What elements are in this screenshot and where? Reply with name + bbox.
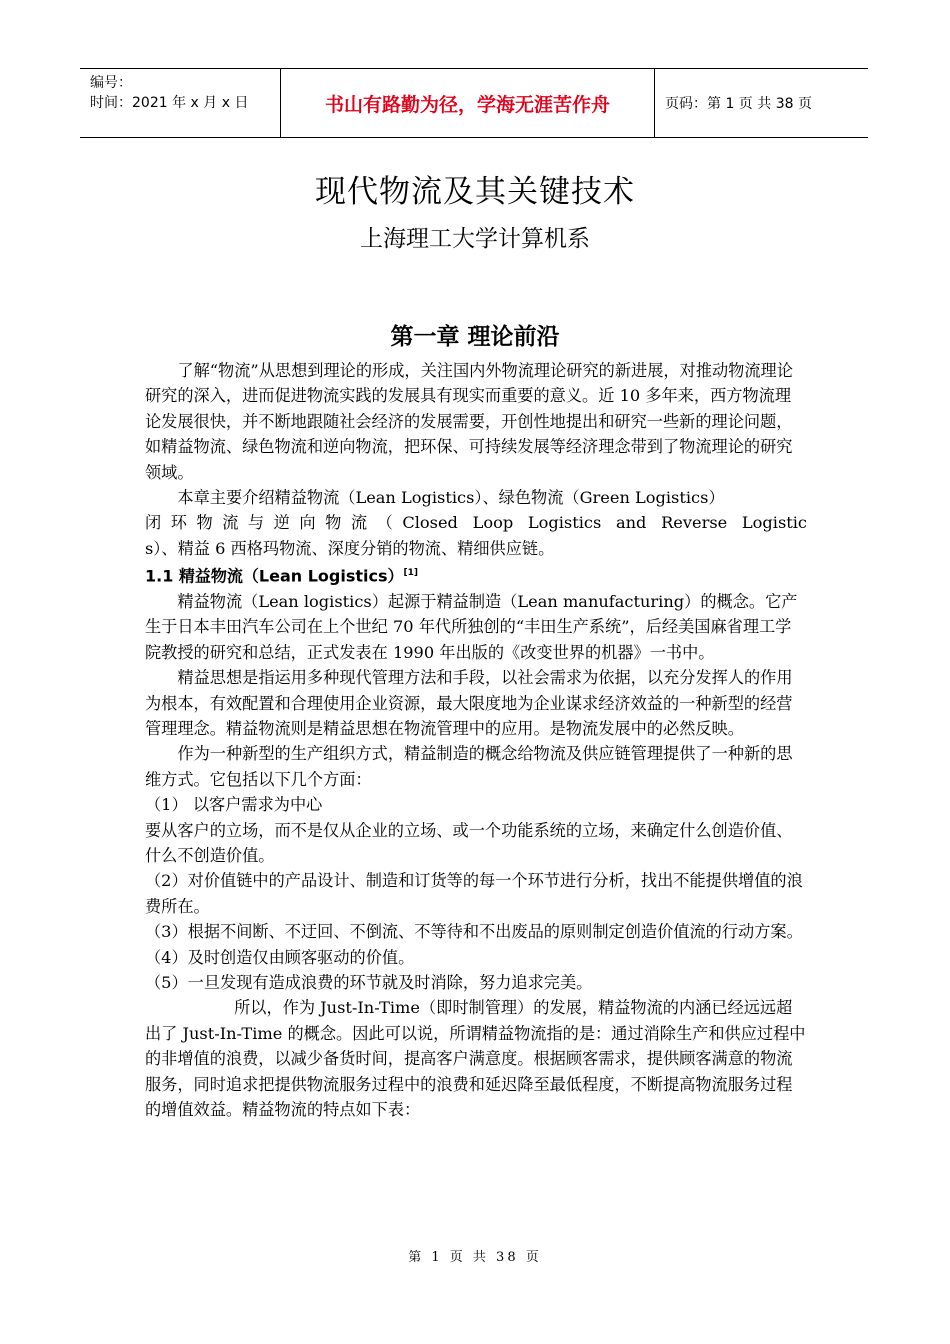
paragraph-5: 作为一种新型的生产组织方式，精益制造的概念给物流及供应链管理提供了一种新的思维方式。它包括以下几个方面： [145,744,793,789]
paragraph-2-line-3: s）、精益 6 西格玛物流、深度分销的物流、精细供应链。 [145,538,555,558]
document-subtitle: 上海理工大学计算机系 [360,226,590,252]
header-table [80,68,868,138]
list-item-2: （2）对价值链中的产品设计、制造和订货等的每一个环节进行分析，找出不能提供增值的浪费所在。 [145,871,803,916]
list-item-5: （5）一旦发现有造成浪费的环节就及时消除，努力追求完美。 [145,973,593,993]
number-label: 编号： [90,75,132,91]
document-title: 现代物流及其关键技术 [315,174,635,210]
time-label: 时间：2021 年 x 月 x 日 [90,95,249,111]
chapter-heading: 第一章 理论前沿 [390,324,560,350]
paragraph-6: 所以，作为 Just-In-Time（即时制管理）的发展，精益物流的内涵已经远远超出了 Just-In-Time 的概念。因此可以说，所谓精益物流指的是：通过消除生产和供应过程中的非增值的浪费，以减少备货时间，提高客户满意度。根据顾客需求，提供顾客满意的物流服务，同时追求把提供物流服务过程中的浪费和延迟降至最低程度，不断提高物流服务过程的增值效益。精益物流的特点如下表： [145,998,806,1120]
paragraph-2-line-1: 本章主要介绍精益物流（Lean Logistics）、绿色物流（Green Logistics） [177,488,725,508]
paragraph-3: 精益物流（Lean logistics）起源于精益制造（Lean manufacturing）的概念。它产生于日本丰田汽车公司在上个世纪 70 年代所独创的“丰田生产系统”，后经美国麻省理工学院教授的研究和总结，正式发表在 1990 年出版的《改变世界的机器》一书中。 [145,591,798,662]
list-item-3: （3）根据不间断、不迂回、不倒流、不等待和不出废品的原则制定创造价值流的行动方案。 [145,922,803,942]
list-item-1-body: 要从客户的立场，而不是仅从企业的立场、或一个功能系统的立场，来确定什么创造价值、什么不创造价值。 [145,820,793,866]
body-text [145,358,807,1123]
paragraph-4: 精益思想是指运用多种现代管理方法和手段，以社会需求为依据，以充分发挥人的作用为根本，有效配置和合理使用企业资源，最大限度地为企业谋求经济效益的一种新型的经营管理理念。精益物流则是精益思想在物流管理中的应用。是物流发展中的必然反映。 [145,668,793,739]
header-meta [80,69,280,137]
section-title: 1.1 精益物流（Lean Logistics） [145,566,404,586]
list-item-1-title: （1） 以客户需求为中心 [145,795,323,815]
page-label: 页码：第 1 页 共 38 页 [665,96,812,112]
section-reference: [1] [403,568,419,579]
motto: 书山有路勤为径，学海无涯苦作舟 [280,69,655,137]
list-item-4: （4）及时创造仅由顾客驱动的价值。 [145,947,415,967]
section-heading [145,561,807,589]
page-footer: 第 1 页 共 38 页 [408,1250,542,1265]
paragraph-2-line-2: 闭环物流与逆向物流（Closed Loop Logistics and Reverse Logistic [145,513,807,533]
paragraph-1: 了解“物流”从思想到理论的形成，关注国内外物流理论研究的新进展，对推动物流理论研究的深入，进而促进物流实践的发展具有现实而重要的意义。近 10 多年来，西方物流理论发展很快，并不断地跟随社会经济的发展需要，开创性地提出和研究一些新的理论问题，如精益物流、绿色物流和逆向物流，把环保、可持续发展等经济理念带到了物流理论的研究领域。 [145,361,793,482]
